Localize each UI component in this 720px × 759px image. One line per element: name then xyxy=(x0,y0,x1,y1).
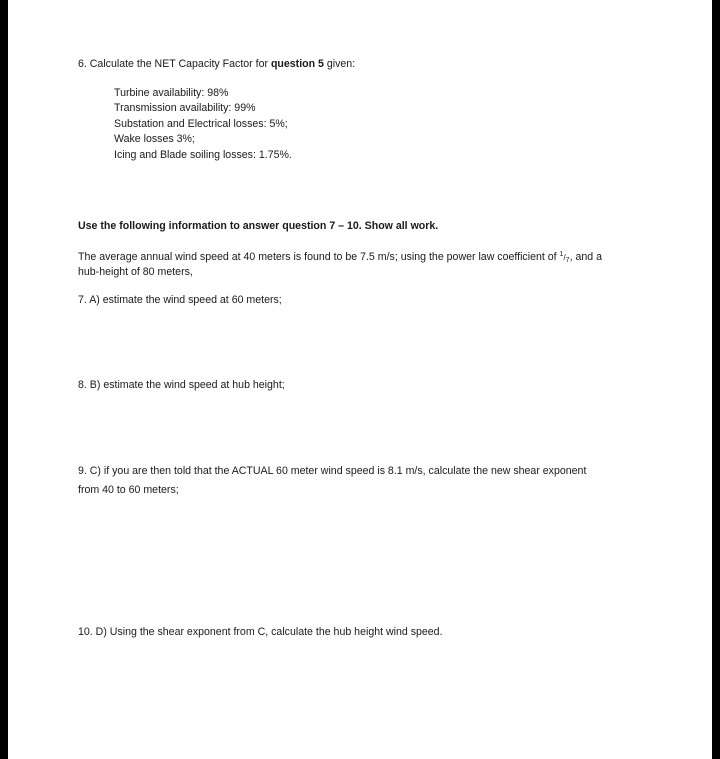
paragraph-line-2: hub-height of 80 meters, xyxy=(78,266,193,278)
given-item: Transmission availability: 99% xyxy=(114,102,256,115)
paragraph-text: The average annual wind speed at 40 meters is found to be 7.5 m/s; using the power law coefficient of xyxy=(78,251,560,263)
instruction-heading: Use the following information to answer question 7 – 10. Show all work. xyxy=(78,220,439,232)
question-6 xyxy=(78,58,355,71)
given-list xyxy=(114,86,292,163)
question-9-line-2: from 40 to 60 meters; xyxy=(78,484,179,496)
given-item: Icing and Blade soiling losses: 1.75%. xyxy=(114,148,292,161)
question-7: 7. A) estimate the wind speed at 60 meters; xyxy=(78,294,282,306)
document-page xyxy=(8,0,712,759)
question-6-bold: question 5 xyxy=(270,58,324,70)
given-item: Turbine availability: 98% xyxy=(114,87,229,99)
paragraph-line-1 xyxy=(78,248,602,267)
question-10: 10. D) Using the shear exponent from C, calculate the hub height wind speed. xyxy=(78,626,443,638)
fraction-numerator: 1 xyxy=(559,251,564,258)
question-6-suffix: given: xyxy=(323,58,356,70)
given-item: Wake losses 3%; xyxy=(114,133,195,146)
question-8: 8. B) estimate the wind speed at hub height; xyxy=(78,379,285,391)
given-item: Substation and Electrical losses: 5%; xyxy=(114,117,288,130)
fraction-denominator: 7 xyxy=(565,257,570,264)
paragraph-text-after: , and a xyxy=(569,251,602,263)
fraction: $^1/_7$ xyxy=(559,251,570,264)
question-9-line-1: 9. C) if you are then told that the ACTUAL 60 meter wind speed is 8.1 m/s, calculate the new shear exponent xyxy=(78,465,587,477)
question-6-prefix: 6. Calculate the NET Capacity Factor for xyxy=(78,58,271,70)
